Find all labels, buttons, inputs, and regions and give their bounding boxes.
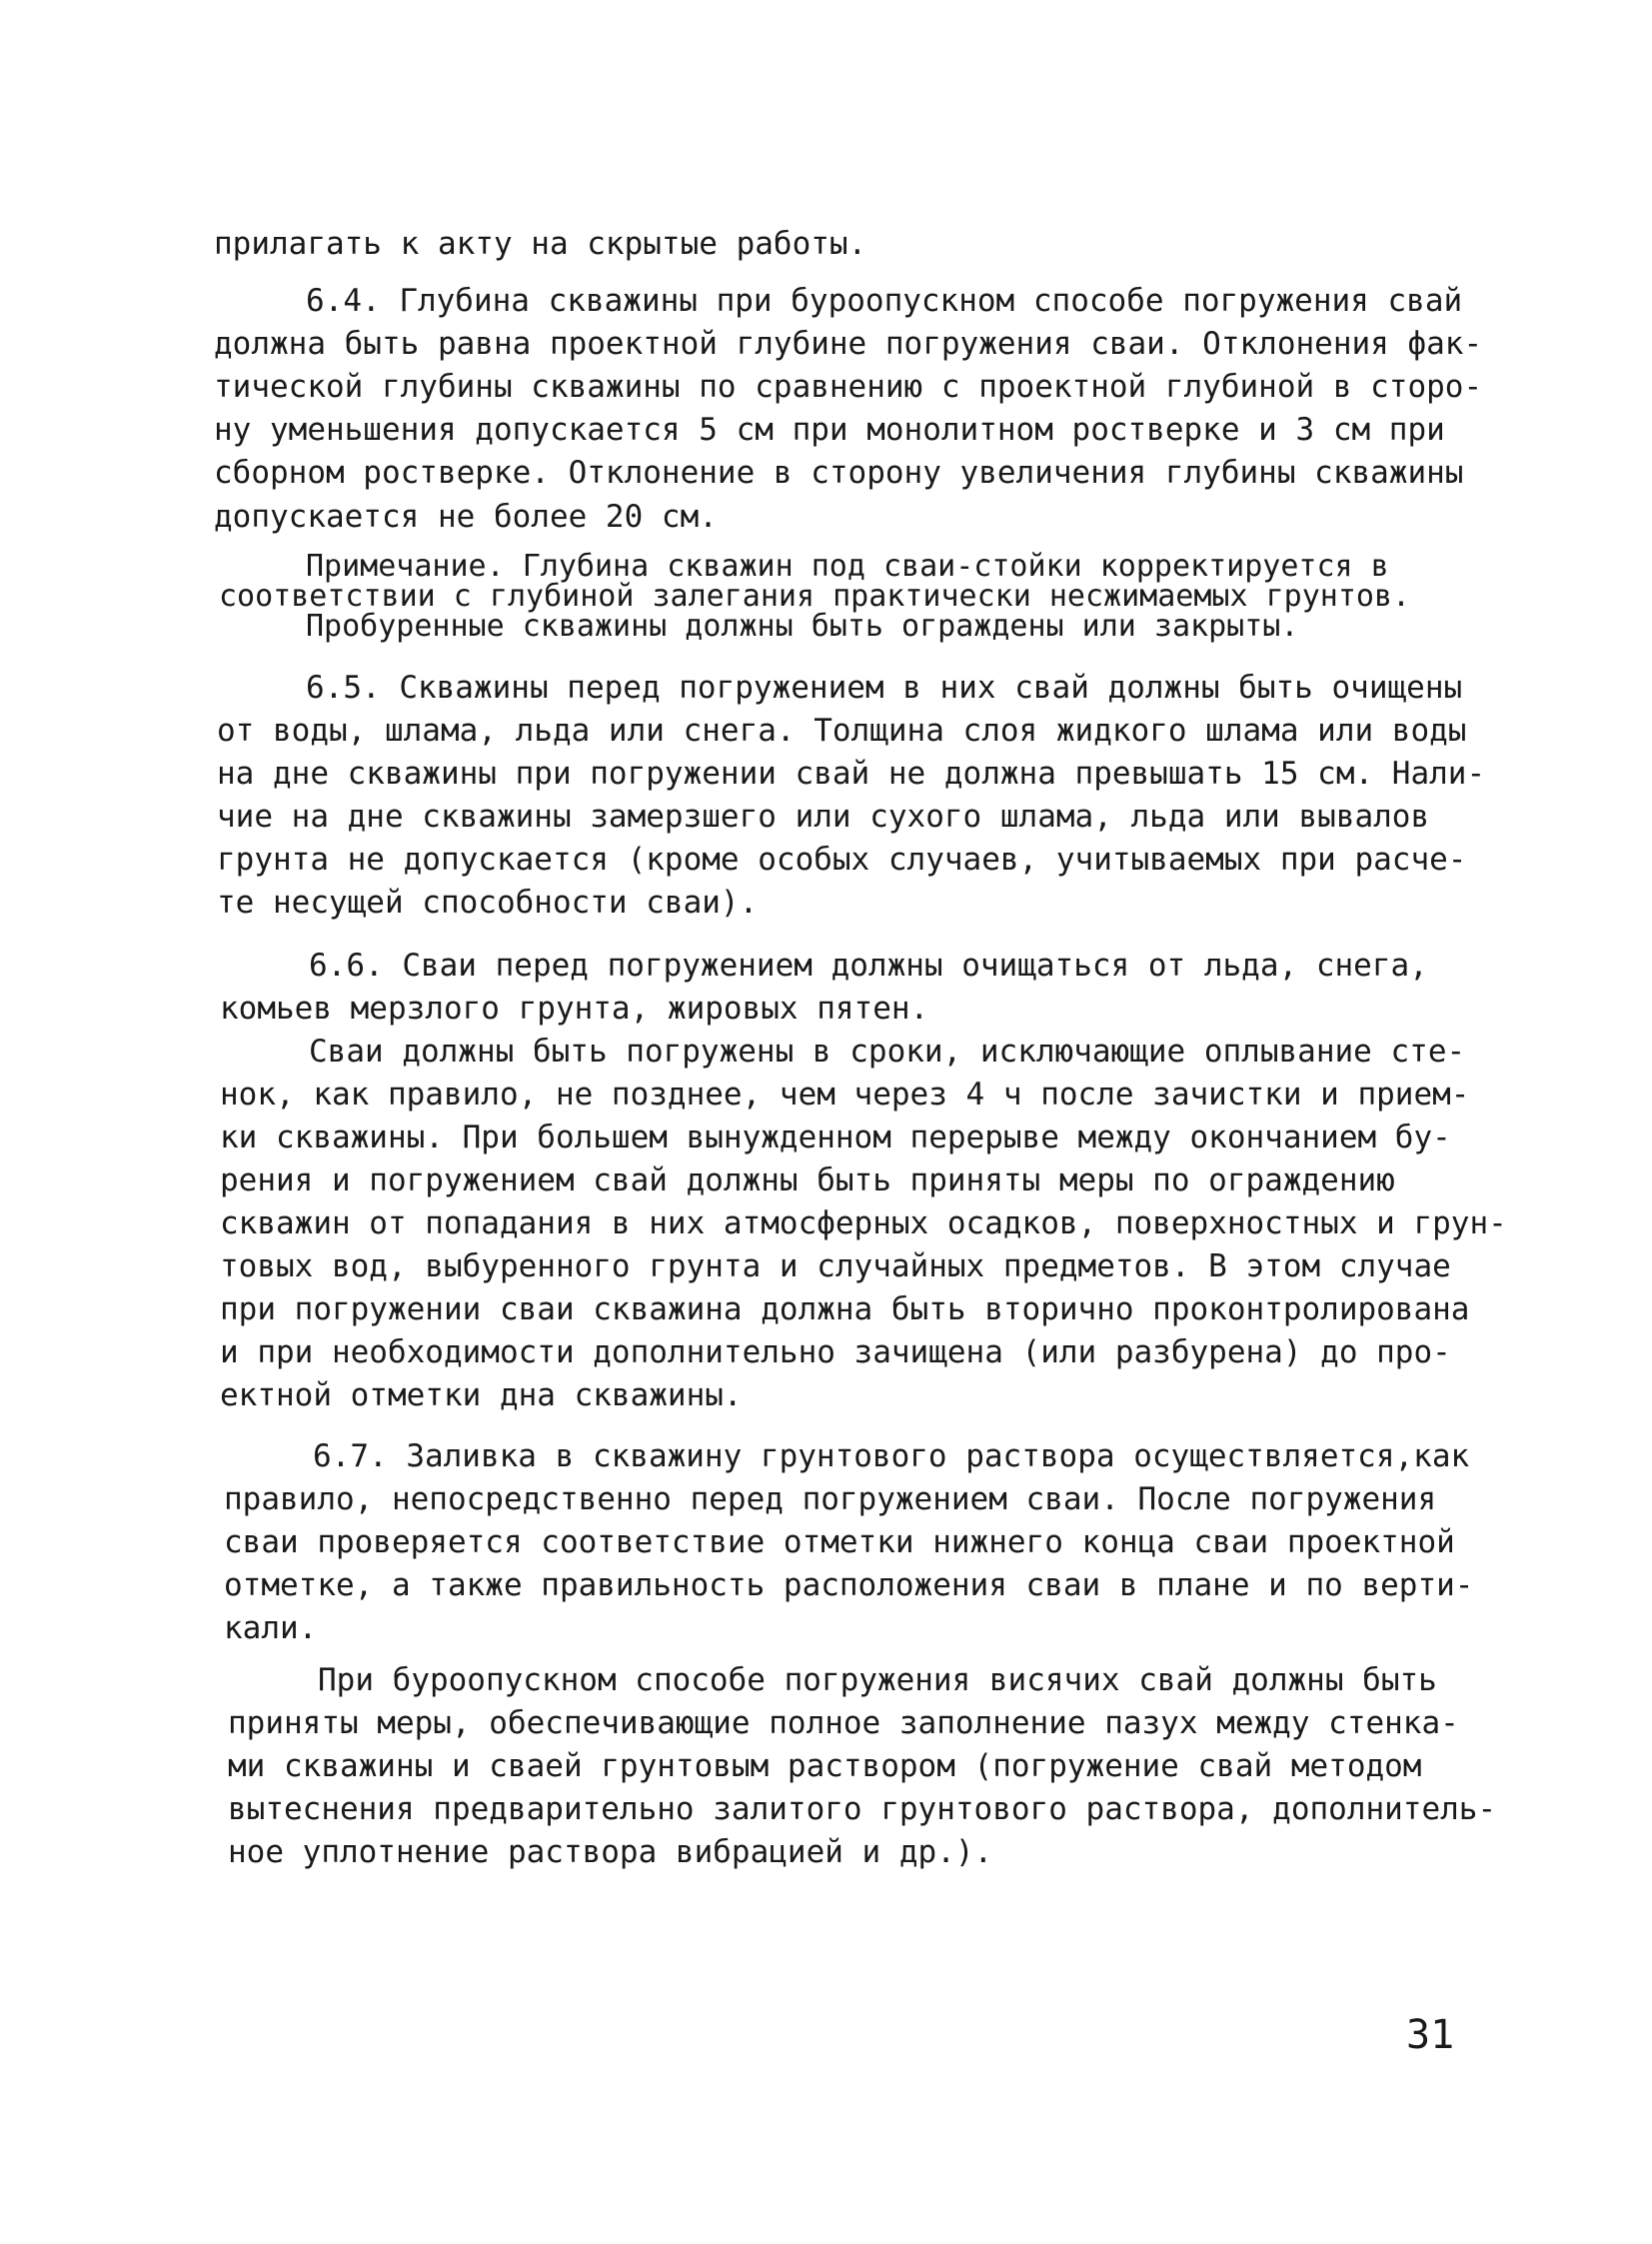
text-line: чие на дне скважины замерзшего или сухого шлама, льда или вывалов [217,799,1430,835]
text-line: отметке, а также правильность расположения сваи в плане и по верти- [224,1567,1474,1603]
text-line: грунта не допускается (кроме особых случаев, учитываемых при расче- [217,842,1467,878]
text-line: кали. [224,1610,318,1646]
section-6-5-heading-line: 6.5. Скважины перед погружением в них свай должны быть очищены [306,670,1463,706]
text-line: Сваи должны быть погружены в сроки, исключающие оплывание сте- [309,1034,1466,1070]
text-line: при погружении сваи скважина должна быть вторично проконтролирована [220,1291,1470,1327]
note-line: Примечание. Глубина скважин под сваи-стойки корректируется в [306,549,1389,584]
section-6-7-heading-line: 6.7. Заливка в скважину грунтового раствора осуществляется,как [313,1438,1470,1474]
text-line: нок, как правило, не позднее, чем через 4 ч после зачистки и прием- [220,1077,1470,1113]
note-line: соответствии с глубиной залегания практически несжимаемых грунтов. [219,579,1411,614]
text-line: скважин от попадания в них атмосферных осадков, поверхностных и грун- [220,1205,1507,1241]
text-line: приняты меры, обеспечивающие полное заполнение пазух между стенка- [228,1705,1459,1741]
text-line: должна быть равна проектной глубине погружения сваи. Отклонения фак- [214,326,1483,362]
section-6-4-heading-line: 6.4. Глубина скважины при бурoопускном способе погружения свай [306,283,1463,319]
text-line: на дне скважины при погружении свай не должна превышать 15 см. Нали- [217,756,1486,792]
text-line: сборном ростверке. Отклонение в сторону увеличения глубины скважины [214,455,1464,491]
text-line: ектной отметки дна скважины. [220,1377,743,1413]
text-line: ну уменьшения допускается 5 см при монолитном ростверке и 3 см при [214,412,1445,448]
text-line: тической глубины скважины по сравнению с проектной глубиной в сторо- [214,369,1483,405]
text-line: правило, непосредственно перед погружением сваи. После погружения [224,1481,1437,1517]
text-line: прилагать к акту на скрытые работы. [214,226,867,262]
note-line: Пробуренные скважины должны быть ограждены или закрыты. [306,609,1299,644]
text-line: и при необходимости дополнительно зачищена (или разбурена) до про- [220,1334,1451,1370]
text-line: рения и погружением свай должны быть приняты меры по ограждению [220,1162,1395,1198]
text-line: вытеснения предварительно залитого грунтового раствора, дополнитель- [228,1791,1497,1827]
text-line: допускается не более 20 см. [214,499,718,535]
text-line: ки скважины. При большем вынужденном перерыве между окончанием бу- [220,1120,1451,1155]
text-line: товых вод, выбуренного грунта и случайных предметов. В этом случае [220,1248,1451,1284]
text-line: ми скважины и сваей грунтовым раствором (погружение свай методом [228,1748,1422,1784]
section-6-6-heading-line: 6.6. Сваи перед погружением должны очищаться от льда, снега, [309,948,1428,984]
text-line: При бурoопускном способе погружения висячих свай должны быть [318,1662,1437,1698]
text-line: сваи проверяется соответствие отметки нижнего конца сваи проектной [224,1524,1455,1560]
text-line: от воды, шлама, льда или снега. Толщина слоя жидкого шлама или воды [217,713,1467,749]
text-line: ное уплотнение раствора вибрацией и др.). [228,1834,993,1870]
text-line: комьев мерзлого грунта, жировых пятен. [220,991,929,1027]
text-line: те несущей способности сваи). [217,885,759,921]
page-number: 31 [1406,2012,1455,2058]
